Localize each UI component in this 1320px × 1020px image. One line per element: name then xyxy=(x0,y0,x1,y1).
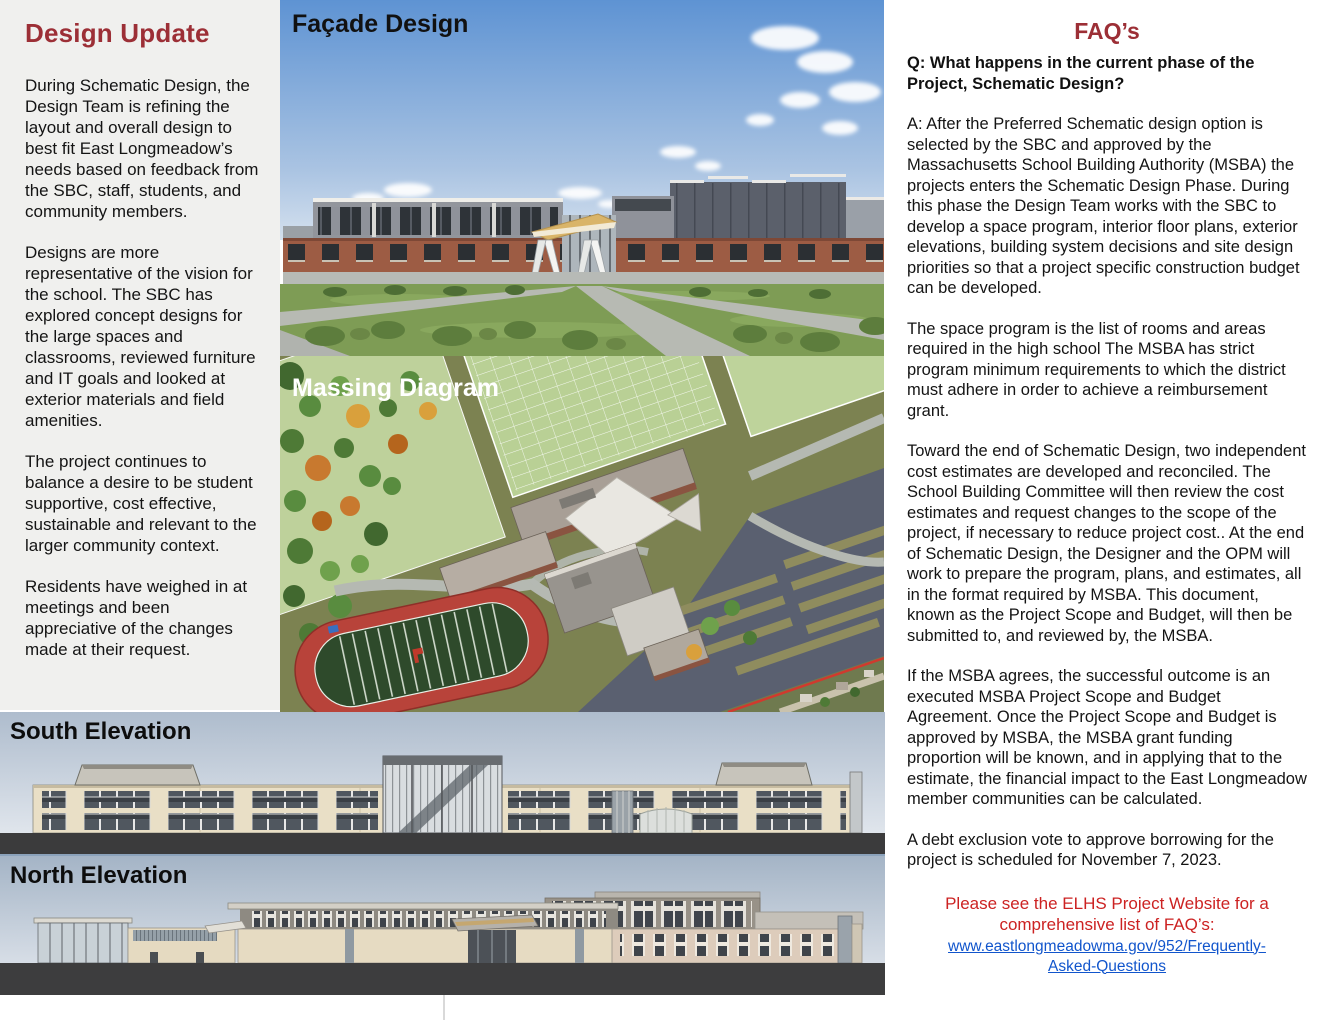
facade-title: Façade Design xyxy=(292,10,469,38)
faq-answer-paragraph: A: After the Preferred Schematic design option is selected by the SBC and approved by the Massachusetts School Building Authority (MSBA) the projects enters the Schematic Design Phase. During this phase the Design Team works with the SBC to develop a space program, interior floor plans, exterior elevations, building system decisions and site design priorities so that a project specific construction budget can be developed. xyxy=(907,115,1300,297)
north-elevation-title: North Elevation xyxy=(10,862,188,889)
design-update-paragraph: The project continues to balance a desire to be student supportive, cost effective, sustainable and relevant to the larger community context. xyxy=(25,452,257,555)
facade-rendering-image xyxy=(280,0,884,356)
facade-rendering-panel xyxy=(280,0,884,356)
design-update-paragraph: Designs are more representative of the vision for the school. The SBC has explored concept designs for the large spaces and classrooms, reviewed furniture and IT goals and looked at exterior materials and field amenities. xyxy=(25,243,256,430)
bottom-margin-strip xyxy=(0,995,885,1020)
page-fold-divider xyxy=(443,995,445,1020)
faq-link-wrap xyxy=(907,937,1307,977)
faq-website-link[interactable]: www.eastlongmeadowma.gov/952/Frequently-Asked-Questions xyxy=(948,937,1266,975)
massing-diagram-panel xyxy=(280,356,884,712)
faq-question: Q: What happens in the current phase of the Project, Schematic Design? xyxy=(907,54,1255,93)
south-elevation-title: South Elevation xyxy=(10,718,192,745)
faq-answer-paragraph: A debt exclusion vote to approve borrowing for the project is scheduled for November 7, 2023. xyxy=(907,830,1274,869)
faq-answer-paragraph: The space program is the list of rooms and areas required in the high school The MSBA has strict program minimum requirements to which the district must adhere in order to achieve a reimbursement grant. xyxy=(907,319,1286,420)
south-elevation-panel xyxy=(0,712,885,856)
massing-diagram-image xyxy=(280,356,884,712)
north-elevation-panel xyxy=(0,856,885,995)
faq-title: FAQ’s xyxy=(1074,18,1140,44)
design-update-paragraph: Residents have weighed in at meetings and been appreciative of the changes made at their request. xyxy=(25,577,248,659)
faq-section xyxy=(885,0,1320,1020)
massing-title: Massing Diagram xyxy=(292,374,500,402)
design-update-section xyxy=(0,0,280,710)
faq-cta-text: Please see the ELHS Project Website for a comprehensive list of FAQ’s: xyxy=(945,893,1269,934)
design-update-paragraph: During Schematic Design, the Design Team is refining the layout and overall design to best fit East Longmeadow’s needs based on feedback from the SBC, staff, students, and community members. xyxy=(25,76,259,221)
design-update-title: Design Update xyxy=(25,18,210,48)
faq-answer-paragraph: Toward the end of Schematic Design, two independent cost estimates are developed and reconciled. The School Building Committee will then review the cost estimates and request changes to the scope of the project, if necessary to reduce project cost.. At the end of Schematic Design, the Designer and the OPM will work to prepare the program, plans, and estimates, all in the format required by MSBA. This document, known as the Project Scope and Budget, will then be submitted to, and reviewed by, the MSBA. xyxy=(907,442,1306,645)
faq-answer-paragraph: If the MSBA agrees, the successful outcome is an executed MSBA Project Scope and Budget Agreement. Once the Project Scope and Budget is approved by MSBA, the MSBA grant funding proportion will be known, and in applying that to the estimate, the financial impact to the East Longmeadow member communities can be calculated. xyxy=(907,667,1307,808)
